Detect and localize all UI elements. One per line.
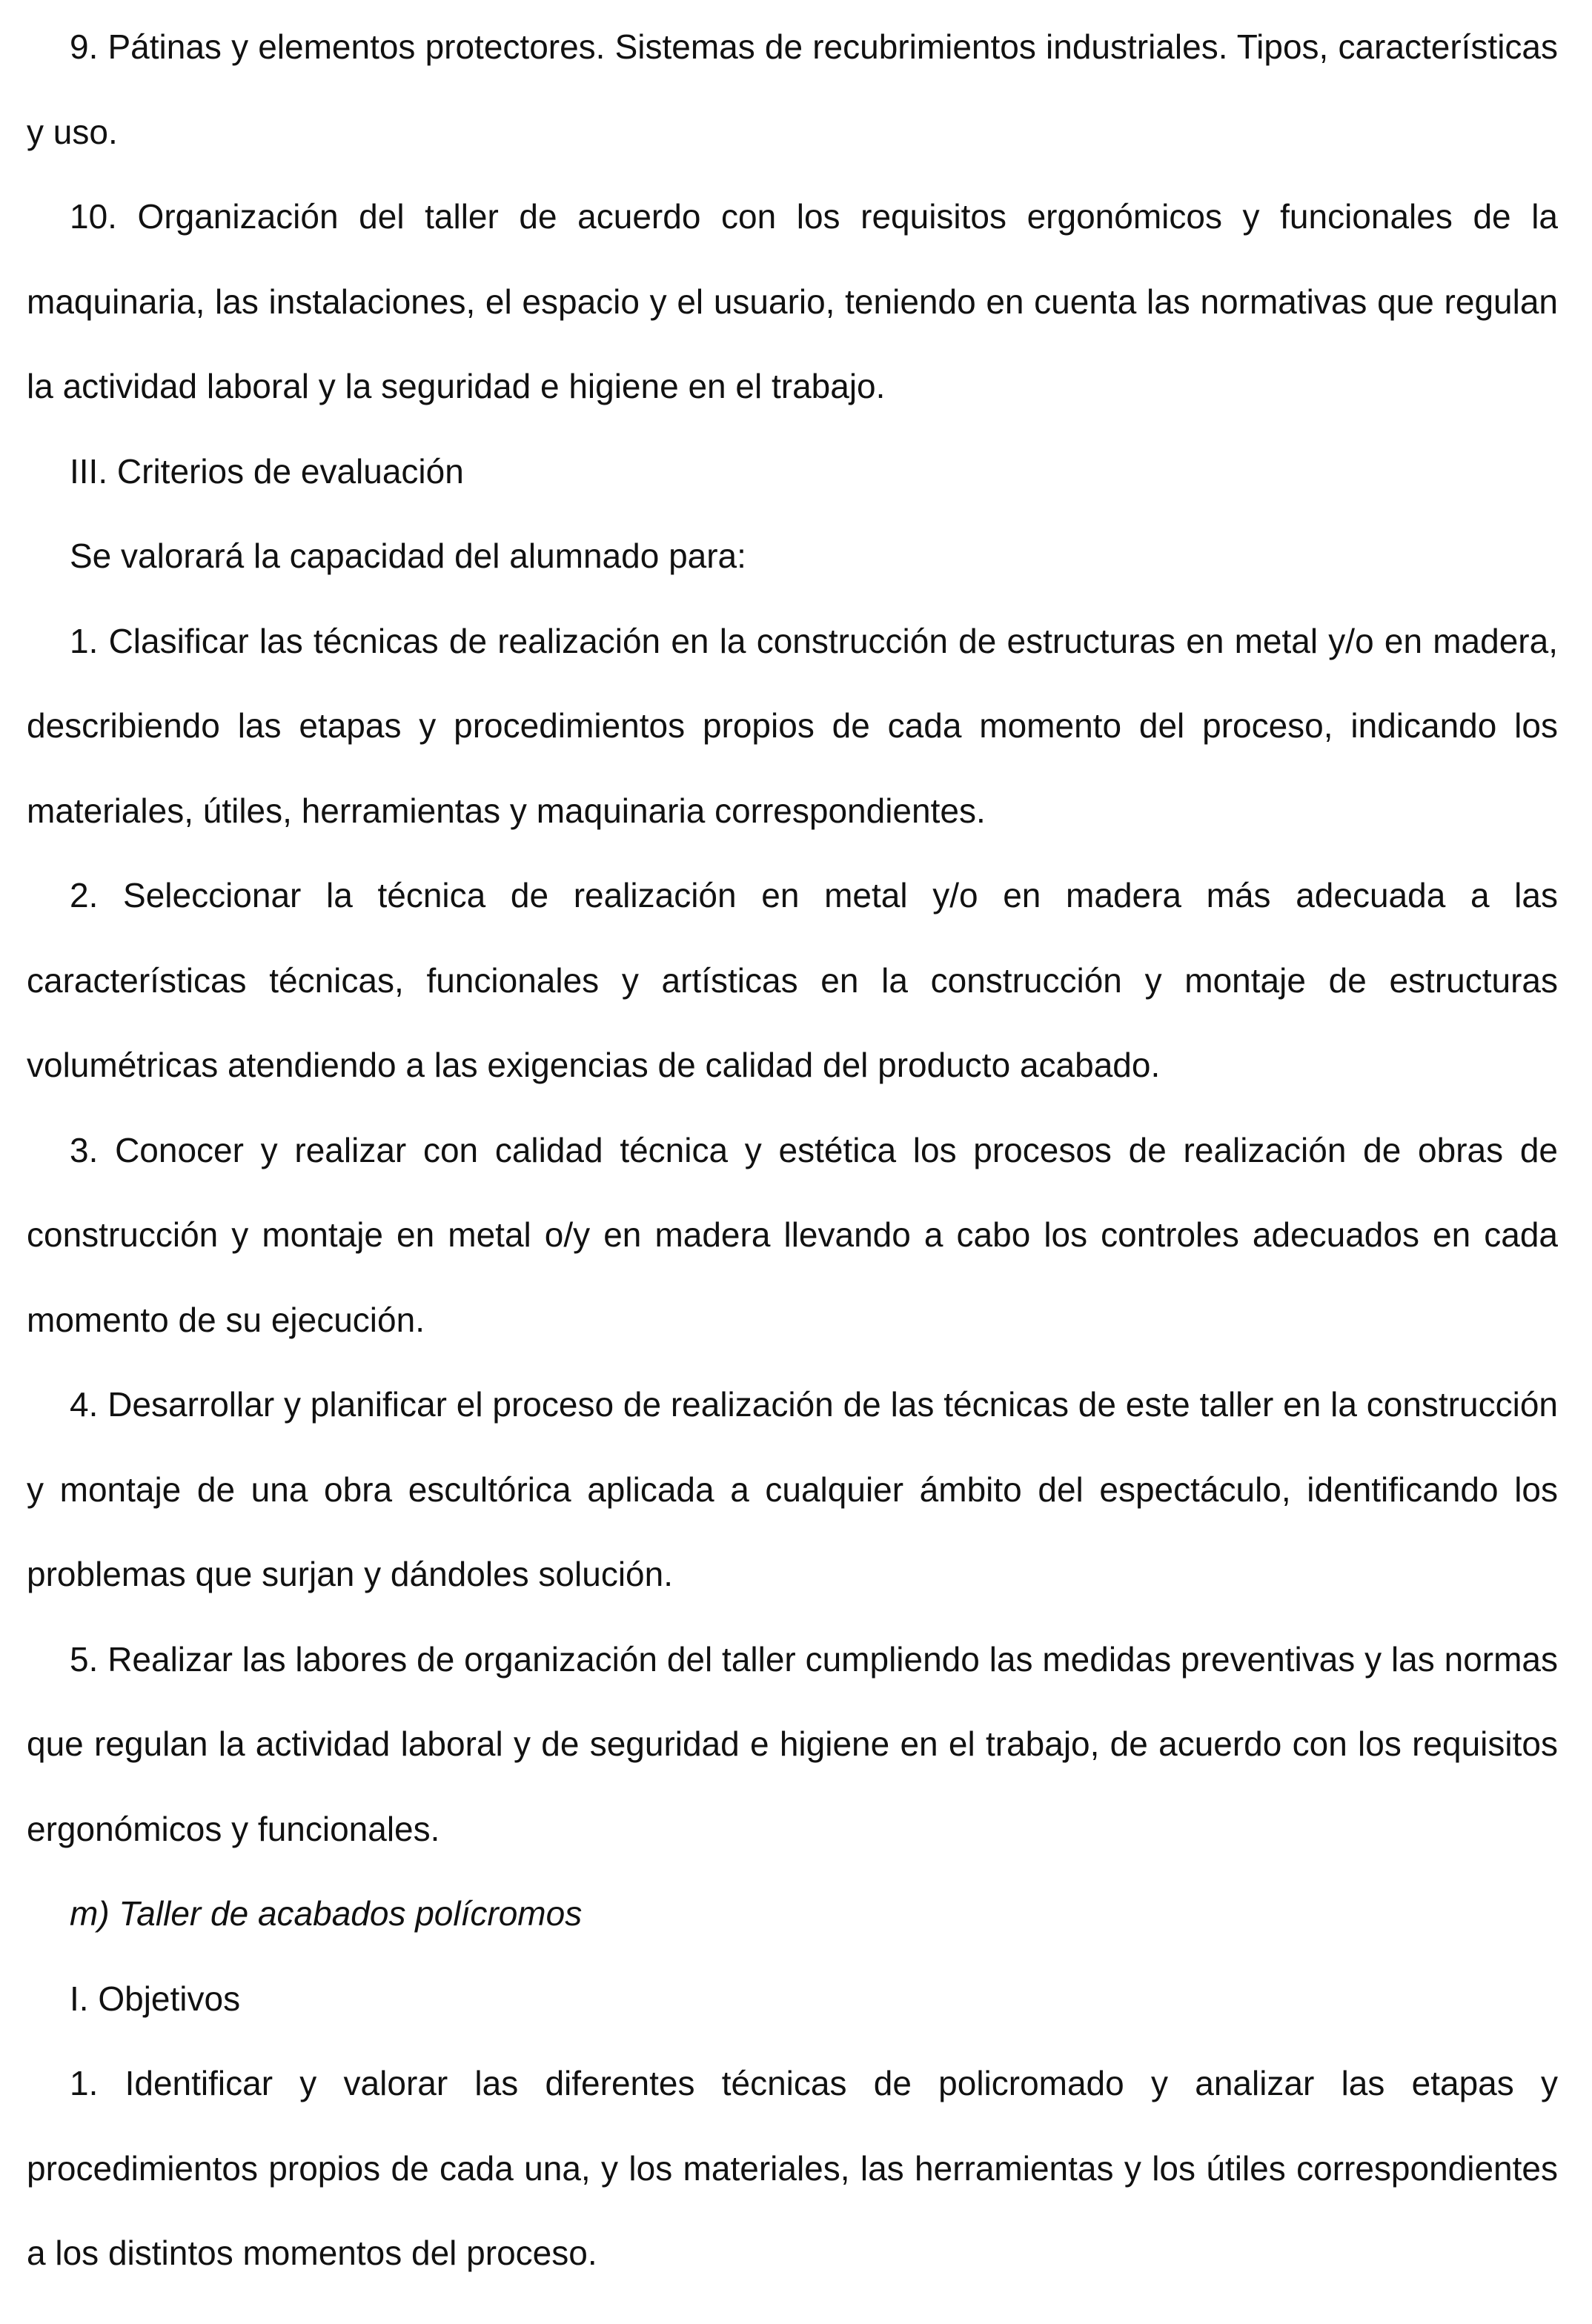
criterion-1: 1. Clasificar las técnicas de realización en la construcción de estructuras en metal y/o en madera, describiendo las etapas y procedimientos propios de cada momento del proceso, indicando los materiales, útiles, herramientas y maquinaria correspondientes.	[27, 621, 1558, 830]
objective-1: 1. Identificar y valorar las diferentes técnicas de policromado y analizar las etapas y procedimientos propios de cada una, y los materiales, las herramientas y los útiles correspondientes a los distintos momentos del proceso.	[27, 2064, 1558, 2272]
paragraph-organizacion-taller: 10. Organización del taller de acuerdo con los requisitos ergonómicos y funcionales de la maquinaria, las instalaciones, el espacio y el usuario, teniendo en cuenta las normativas que regulan la actividad laboral y la seguridad e higiene en el trabajo.	[27, 197, 1558, 405]
section-heading-criterios: III. Criterios de evaluación	[70, 451, 464, 491]
paragraph-patinas: 9. Pátinas y elementos protectores. Sistemas de recubrimientos industriales. Tipos, características y uso.	[27, 27, 1558, 151]
paragraph-intro-criterios: Se valorará la capacidad del alumnado para:	[70, 537, 746, 575]
criterion-4: 4. Desarrollar y planificar el proceso de realización de las técnicas de este taller en la construcción y montaje de una obra escultórica aplicada a cualquier ámbito del espectáculo, identificando los problemas que surjan y dándoles solución.	[27, 1385, 1558, 1593]
criterion-3: 3. Conocer y realizar con calidad técnica y estética los procesos de realización de obras de construcción y montaje en metal o/y en madera llevando a cabo los controles adecuados en cada momento de su ejecución.	[27, 1130, 1558, 1339]
criterion-5: 5. Realizar las labores de organización del taller cumpliendo las medidas preventivas y las normas que regulan la actividad laboral y de seguridad e higiene en el trabajo, de acuerdo con los requisitos ergonómicos y funcionales.	[27, 1639, 1558, 1848]
document-page	[27, 4, 1558, 2296]
section-heading-objetivos: I. Objetivos	[70, 1979, 241, 2018]
criterion-2: 2. Seleccionar la técnica de realización en metal y/o en madera más adecuada a las características técnicas, funcionales y artísticas en la construcción y montaje de estructuras volumétricas atendiendo a las exigencias de calidad del producto acabado.	[27, 876, 1558, 1084]
section-heading-taller-acabados: m) Taller de acabados polícromos	[70, 1894, 583, 1933]
